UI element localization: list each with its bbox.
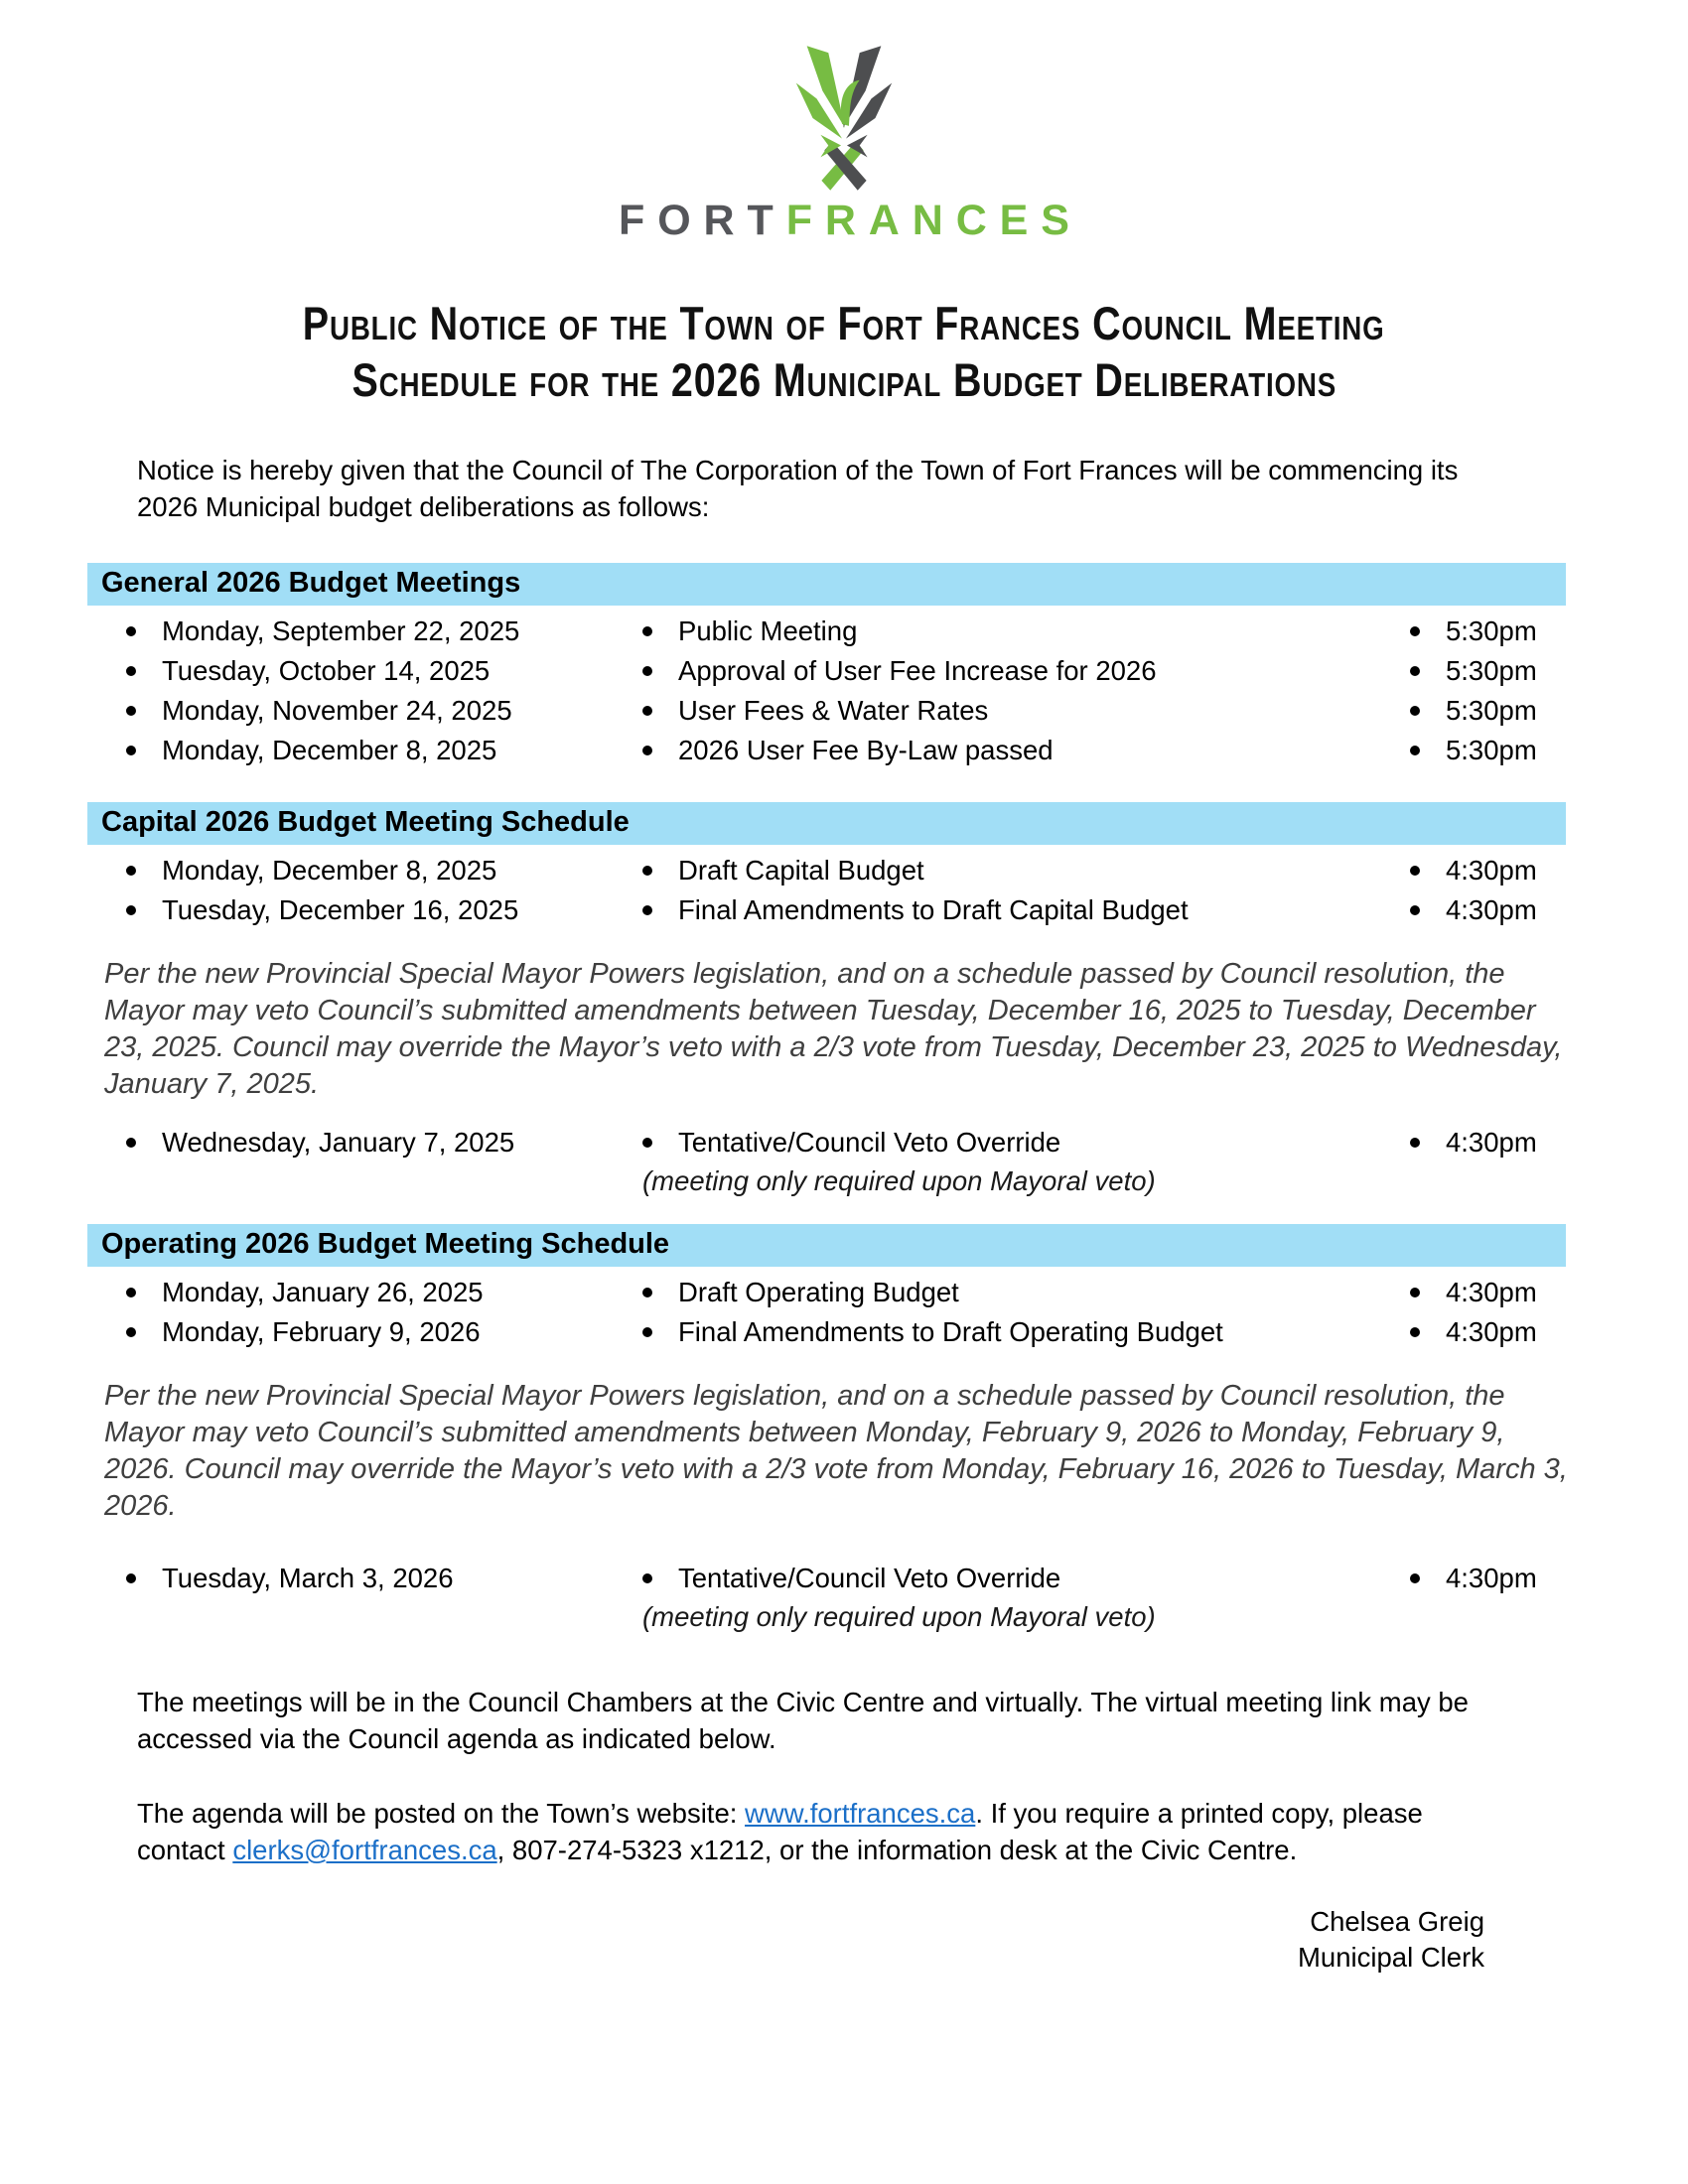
brand-frances: FRANCES xyxy=(785,197,1082,244)
bullet-icon xyxy=(642,851,678,876)
table-row xyxy=(126,612,1566,651)
meeting-time: 5:30pm xyxy=(1446,655,1537,686)
table-row xyxy=(126,1312,1566,1352)
agenda-text-mid: . If you require a printed copy, please contact xyxy=(137,1798,1423,1865)
meeting-date: Tuesday, December 16, 2025 xyxy=(162,894,519,925)
meeting-date: Monday, January 26, 2025 xyxy=(162,1277,484,1307)
page-title xyxy=(0,295,1688,408)
meeting-time: 5:30pm xyxy=(1446,735,1537,765)
website-link[interactable]: www.fortfrances.ca xyxy=(745,1798,976,1829)
meeting-date: Monday, November 24, 2025 xyxy=(162,695,512,726)
table-row xyxy=(126,1273,1566,1312)
bullet-icon xyxy=(642,1559,678,1598)
brand-wordmark xyxy=(0,197,1688,245)
bullet-icon xyxy=(642,731,678,755)
meeting-time: 4:30pm xyxy=(1446,894,1537,925)
bullet-icon xyxy=(642,612,678,636)
bullet-icon xyxy=(126,612,162,636)
bullet-icon xyxy=(642,651,678,676)
meeting-item: User Fees & Water Rates xyxy=(678,695,989,726)
operating-schedule-table xyxy=(0,1273,1688,1352)
bullet-icon xyxy=(1410,1559,1446,1583)
meeting-time: 4:30pm xyxy=(1446,855,1537,886)
meeting-item: Tentative/Council Veto Override xyxy=(678,1127,1061,1158)
meeting-subnote: (meeting only required upon Mayoral veto) xyxy=(642,1165,1156,1196)
brand-fort: FORT xyxy=(619,197,786,244)
fortfrances-bird-icon xyxy=(785,44,903,191)
bullet-icon xyxy=(1410,731,1446,755)
table-row xyxy=(126,890,1566,930)
meeting-time: 4:30pm xyxy=(1446,1563,1537,1593)
mayor-veto-note-capital: Per the new Provincial Special Mayor Powers legislation, and on a schedule passed by Council resolution, the Mayor may veto Council’s submitted amendments between Tuesday, December 16, 2025 to Tuesday, December 23, 2025. Council may override the Mayor’s veto with a 2/3 vote from Tuesday, December 23, 2025 to Wednesday, January 7, 2025. xyxy=(104,958,1563,1100)
capital-schedule-table xyxy=(0,851,1688,930)
bullet-icon xyxy=(126,651,162,676)
table-row-veto xyxy=(126,1559,1566,1636)
bullet-icon xyxy=(126,691,162,716)
bullet-icon xyxy=(126,1559,162,1583)
bullet-icon xyxy=(126,1123,162,1148)
bullet-icon xyxy=(642,1273,678,1297)
bullet-icon xyxy=(642,691,678,716)
page-title-line1: Public Notice of the Town of Fort Frances Council Meeting xyxy=(303,297,1385,349)
meeting-subnote: (meeting only required upon Mayoral veto) xyxy=(642,1601,1156,1632)
table-row xyxy=(126,691,1566,731)
bullet-icon xyxy=(126,851,162,876)
mayor-veto-note-operating: Per the new Provincial Special Mayor Powers legislation, and on a schedule passed by Council resolution, the Mayor may veto Council’s submitted amendments between Monday, February 9, 2026 to Monday, February 9, 2026. Council may override the Mayor’s veto with a 2/3 vote from Monday, February 16, 2026 to Tuesday, March 3, 2026. xyxy=(104,1380,1568,1522)
bullet-icon xyxy=(1410,1273,1446,1297)
meeting-time: 4:30pm xyxy=(1446,1316,1537,1347)
intro-paragraph: Notice is hereby given that the Council of The Corporation of the Town of Fort Frances will be commencing its 2026 Municipal budget deliberations as follows: xyxy=(137,455,1459,522)
meeting-time: 4:30pm xyxy=(1446,1277,1537,1307)
agenda-text-before: The agenda will be posted on the Town’s website: xyxy=(137,1798,746,1829)
meeting-item: Draft Operating Budget xyxy=(678,1277,959,1307)
meeting-item: Public Meeting xyxy=(678,615,858,646)
meeting-item: Final Amendments to Draft Operating Budget xyxy=(678,1316,1223,1347)
meeting-date: Tuesday, October 14, 2025 xyxy=(162,655,491,686)
meeting-date: Wednesday, January 7, 2025 xyxy=(162,1127,515,1158)
page-title-line2: Schedule for the 2026 Municipal Budget Deliberations xyxy=(352,353,1336,406)
email-link[interactable]: clerks@fortfrances.ca xyxy=(232,1835,497,1865)
bullet-icon xyxy=(642,1312,678,1337)
section-header-label: Operating 2026 Budget Meeting Schedule xyxy=(101,1228,670,1260)
meeting-item: Approval of User Fee Increase for 2026 xyxy=(678,655,1157,686)
meeting-time: 5:30pm xyxy=(1446,695,1537,726)
signature-role: Municipal Clerk xyxy=(1298,1942,1484,1973)
meeting-item: 2026 User Fee By-Law passed xyxy=(678,735,1054,765)
bullet-icon xyxy=(1410,851,1446,876)
table-row xyxy=(126,731,1566,770)
table-row-veto xyxy=(126,1123,1566,1200)
bullet-icon xyxy=(642,890,678,915)
section-header-operating xyxy=(87,1224,1566,1267)
bullet-icon xyxy=(126,890,162,915)
meeting-item: Final Amendments to Draft Capital Budget xyxy=(678,894,1189,925)
meeting-date: Monday, December 8, 2025 xyxy=(162,735,497,765)
logo-block xyxy=(0,0,1688,245)
meeting-date: Tuesday, March 3, 2026 xyxy=(162,1563,454,1593)
table-row xyxy=(126,651,1566,691)
meeting-date: Monday, September 22, 2025 xyxy=(162,615,520,646)
bullet-icon xyxy=(126,1273,162,1297)
bullet-icon xyxy=(642,1123,678,1162)
bullet-icon xyxy=(1410,1312,1446,1337)
bullet-icon xyxy=(1410,890,1446,915)
agenda-text-after: , 807-274-5323 x1212, or the information desk at the Civic Centre. xyxy=(496,1835,1298,1865)
location-paragraph: The meetings will be in the Council Chambers at the Civic Centre and virtually. The virtual meeting link may be accessed via the Council agenda as indicated below. xyxy=(137,1687,1469,1754)
bullet-icon xyxy=(126,731,162,755)
meeting-item: Tentative/Council Veto Override xyxy=(678,1563,1061,1593)
signature-name: Chelsea Greig xyxy=(1310,1906,1484,1937)
section-header-label: Capital 2026 Budget Meeting Schedule xyxy=(101,806,630,838)
agenda-paragraph xyxy=(137,1795,1489,1868)
bullet-icon xyxy=(1410,1123,1446,1148)
meeting-date: Monday, December 8, 2025 xyxy=(162,855,497,886)
section-header-capital xyxy=(87,802,1566,845)
general-schedule-table xyxy=(0,612,1688,770)
bullet-icon xyxy=(1410,691,1446,716)
section-header-label: General 2026 Budget Meetings xyxy=(101,567,521,599)
meeting-time: 4:30pm xyxy=(1446,1127,1537,1158)
meeting-date: Monday, February 9, 2026 xyxy=(162,1316,481,1347)
meeting-item: Draft Capital Budget xyxy=(678,855,924,886)
signature-block xyxy=(0,1904,1484,1976)
meeting-time: 5:30pm xyxy=(1446,615,1537,646)
table-row xyxy=(126,851,1566,890)
bullet-icon xyxy=(1410,612,1446,636)
section-header-general xyxy=(87,563,1566,606)
bullet-icon xyxy=(1410,651,1446,676)
bullet-icon xyxy=(126,1312,162,1337)
